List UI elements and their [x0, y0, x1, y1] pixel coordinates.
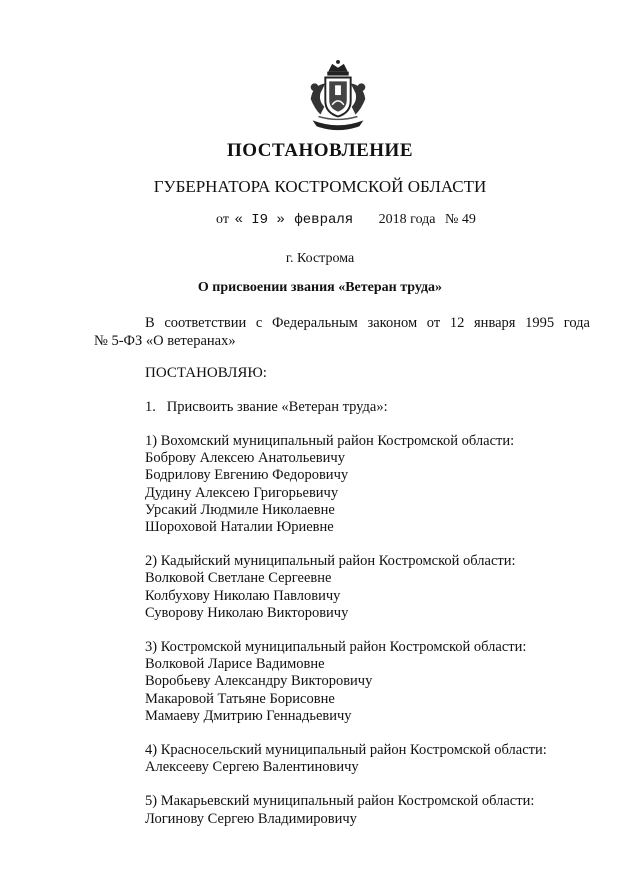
intro-line-2: № 5-ФЗ «О ветеранах» [94, 333, 236, 349]
item-1: 1. Присвоить звание «Ветеран труда»: [145, 399, 388, 415]
district-list [145, 433, 547, 845]
district-name: 4) Красносельский муниципальный район Костромской области: [145, 742, 547, 759]
issuer-subtitle: ГУБЕРНАТОРА КОСТРОМСКОЙ ОБЛАСТИ [153, 177, 487, 196]
person-name: Мамаеву Дмитрию Геннадьевичу [145, 707, 352, 724]
date-prefix: от [216, 212, 229, 227]
date-line [216, 212, 476, 228]
date-month: февраля [294, 212, 354, 228]
district-name: 3) Костромской муниципальный район Костромской области: [145, 639, 527, 656]
district-block [145, 639, 547, 725]
person-name: Алексееву Сергею Валентиновичу [145, 759, 359, 776]
district-name: 5) Макарьевский муниципальный район Костромской области: [145, 793, 535, 810]
document-number: № 49 [445, 212, 476, 227]
decree-word: ПОСТАНОВЛЯЮ: [145, 365, 267, 381]
person-name: Шороховой Наталии Юриевне [145, 519, 334, 536]
kostroma-coat-of-arms-icon [299, 58, 377, 136]
intro-paragraph [94, 314, 590, 349]
person-name: Суворову Николаю Викторовичу [145, 604, 349, 621]
person-name: Волковой Ларисе Вадимовне [145, 656, 325, 673]
person-name: Макаровой Татьяне Борисовне [145, 690, 335, 707]
person-name: Урсакий Людмиле Николаевне [145, 501, 335, 518]
document-heading: О присвоении звания «Ветеран труда» [197, 280, 443, 295]
district-name: 1) Вохомский муниципальный район Костромской области: [145, 433, 515, 449]
person-name: Колбухову Николаю Павловичу [145, 587, 341, 604]
date-year: 2018 года [378, 212, 436, 227]
district-name: 2) Кадыйский муниципальный район Костромской области: [145, 553, 516, 570]
person-name: Воробьеву Александру Викторовичу [145, 673, 373, 690]
person-name: Бодрилову Евгению Федоровичу [145, 467, 349, 484]
intro-line-1: В соответствии с Федеральным законом от 12 января 1995 года [145, 315, 590, 331]
date-day: « I9 » [234, 212, 285, 228]
city-line: г. Кострома [285, 251, 355, 266]
person-name: Дудину Алексею Григорьевичу [145, 484, 339, 501]
person-name: Волковой Светлане Сергеевне [145, 570, 332, 587]
district-block [145, 433, 547, 536]
district-block [145, 793, 547, 827]
document-title: ПОСТАНОВЛЕНИЕ [226, 140, 414, 161]
person-name: Боброву Алексею Анатольевичу [145, 450, 345, 467]
district-block [145, 742, 547, 776]
person-name: Логинову Сергею Владимировичу [145, 810, 357, 827]
district-block [145, 553, 547, 622]
